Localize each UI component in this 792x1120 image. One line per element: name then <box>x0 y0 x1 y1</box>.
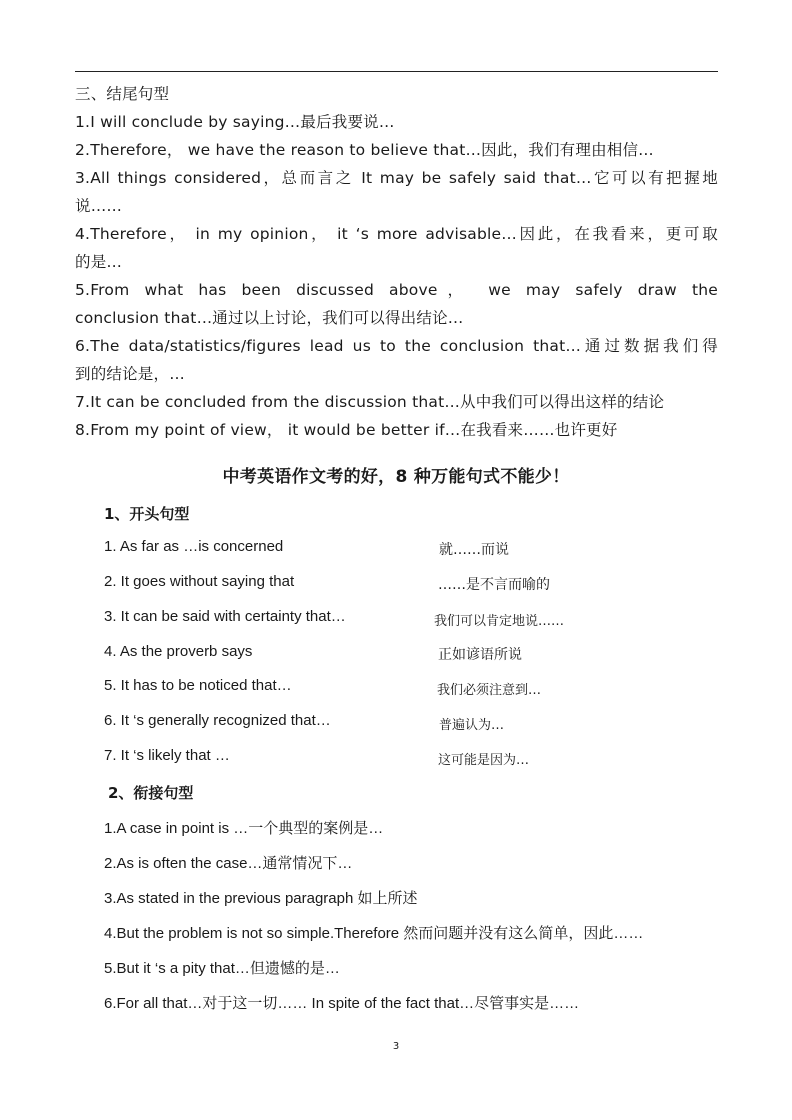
transition-patterns-heading: 2、衔接句型 <box>108 784 194 802</box>
closing-line: 7.It can be concluded from the discussion that…从中我们可以得出这样的结论 <box>75 393 665 411</box>
transition-pattern: 5.But it ‘s a pity that…但遗憾的是… <box>104 960 340 977</box>
start-pattern-zh: 这可能是因为… <box>438 753 530 768</box>
start-pattern-en: 7. It ‘s likely that … <box>104 747 230 764</box>
start-pattern-zh: 我们必须注意到… <box>437 683 542 698</box>
closing-line: 5.From what has been discussed above， we may safely draw the <box>75 281 718 299</box>
closing-line: 6.The data/statistics/figures lead us to the conclusion that…通过数据我们得 <box>75 337 718 355</box>
start-pattern-zh: 普遍认为… <box>439 718 505 733</box>
start-pattern-zh: 我们可以肯定地说…… <box>434 614 565 629</box>
start-pattern-en: 1. As far as …is concerned <box>104 538 284 555</box>
header-rule <box>75 71 718 72</box>
start-pattern-zh: ……是不言而喻的 <box>438 577 550 593</box>
page-number: 3 <box>392 1041 400 1052</box>
transition-pattern: 4.But the problem is not so simple.Therefore 然而问题并没有这么简单，因此…… <box>104 925 644 942</box>
closing-patterns-section <box>75 80 718 444</box>
start-pattern-en: 5. It has to be noticed that… <box>104 677 292 694</box>
start-pattern-en: 6. It ‘s generally recognized that… <box>104 712 331 729</box>
closing-line: 1.I will conclude by saying…最后我要说… <box>75 113 395 131</box>
transition-pattern: 2.As is often the case…通常情况下… <box>104 855 353 872</box>
closing-line: 的是… <box>75 253 123 271</box>
section-title: 中考英语作文考的好，8 种万能句式不能少！ <box>222 467 570 487</box>
closing-line: 到的结论是，… <box>75 365 185 383</box>
transition-pattern: 3.As stated in the previous paragraph 如上所述 <box>104 890 418 907</box>
transition-pattern: 1.A case in point is …一个典型的案例是… <box>104 820 384 837</box>
start-pattern-en: 3. It can be said with certainty that… <box>104 608 346 625</box>
closing-line: conclusion that…通过以上讨论，我们可以得出结论… <box>75 309 464 327</box>
closing-line: 说…… <box>75 197 123 215</box>
transition-pattern: 6.For all that…对于这一切…… In spite of the fact that…尽管事实是…… <box>104 995 580 1012</box>
closing-line: 8.From my point of view， it would be better if…在我看来……也许更好 <box>75 421 618 439</box>
closing-line: 3.All things considered，总而言之 It may be safely said that…它可以有把握地 <box>75 169 718 187</box>
closing-heading: 三、结尾句型 <box>75 85 170 103</box>
start-pattern-en: 2. It goes without saying that <box>104 573 295 590</box>
start-pattern-en: 4. As the proverb says <box>104 643 253 660</box>
start-pattern-zh: 就……而说 <box>439 542 509 558</box>
closing-line: 2.Therefore， we have the reason to believe that…因此，我们有理由相信… <box>75 141 654 159</box>
start-patterns-heading: 1、开头句型 <box>104 505 190 523</box>
closing-line: 4.Therefore， in my opinion， it ‘s more advisable…因此，在我看来，更可取 <box>75 225 718 243</box>
start-pattern-zh: 正如谚语所说 <box>438 647 522 663</box>
